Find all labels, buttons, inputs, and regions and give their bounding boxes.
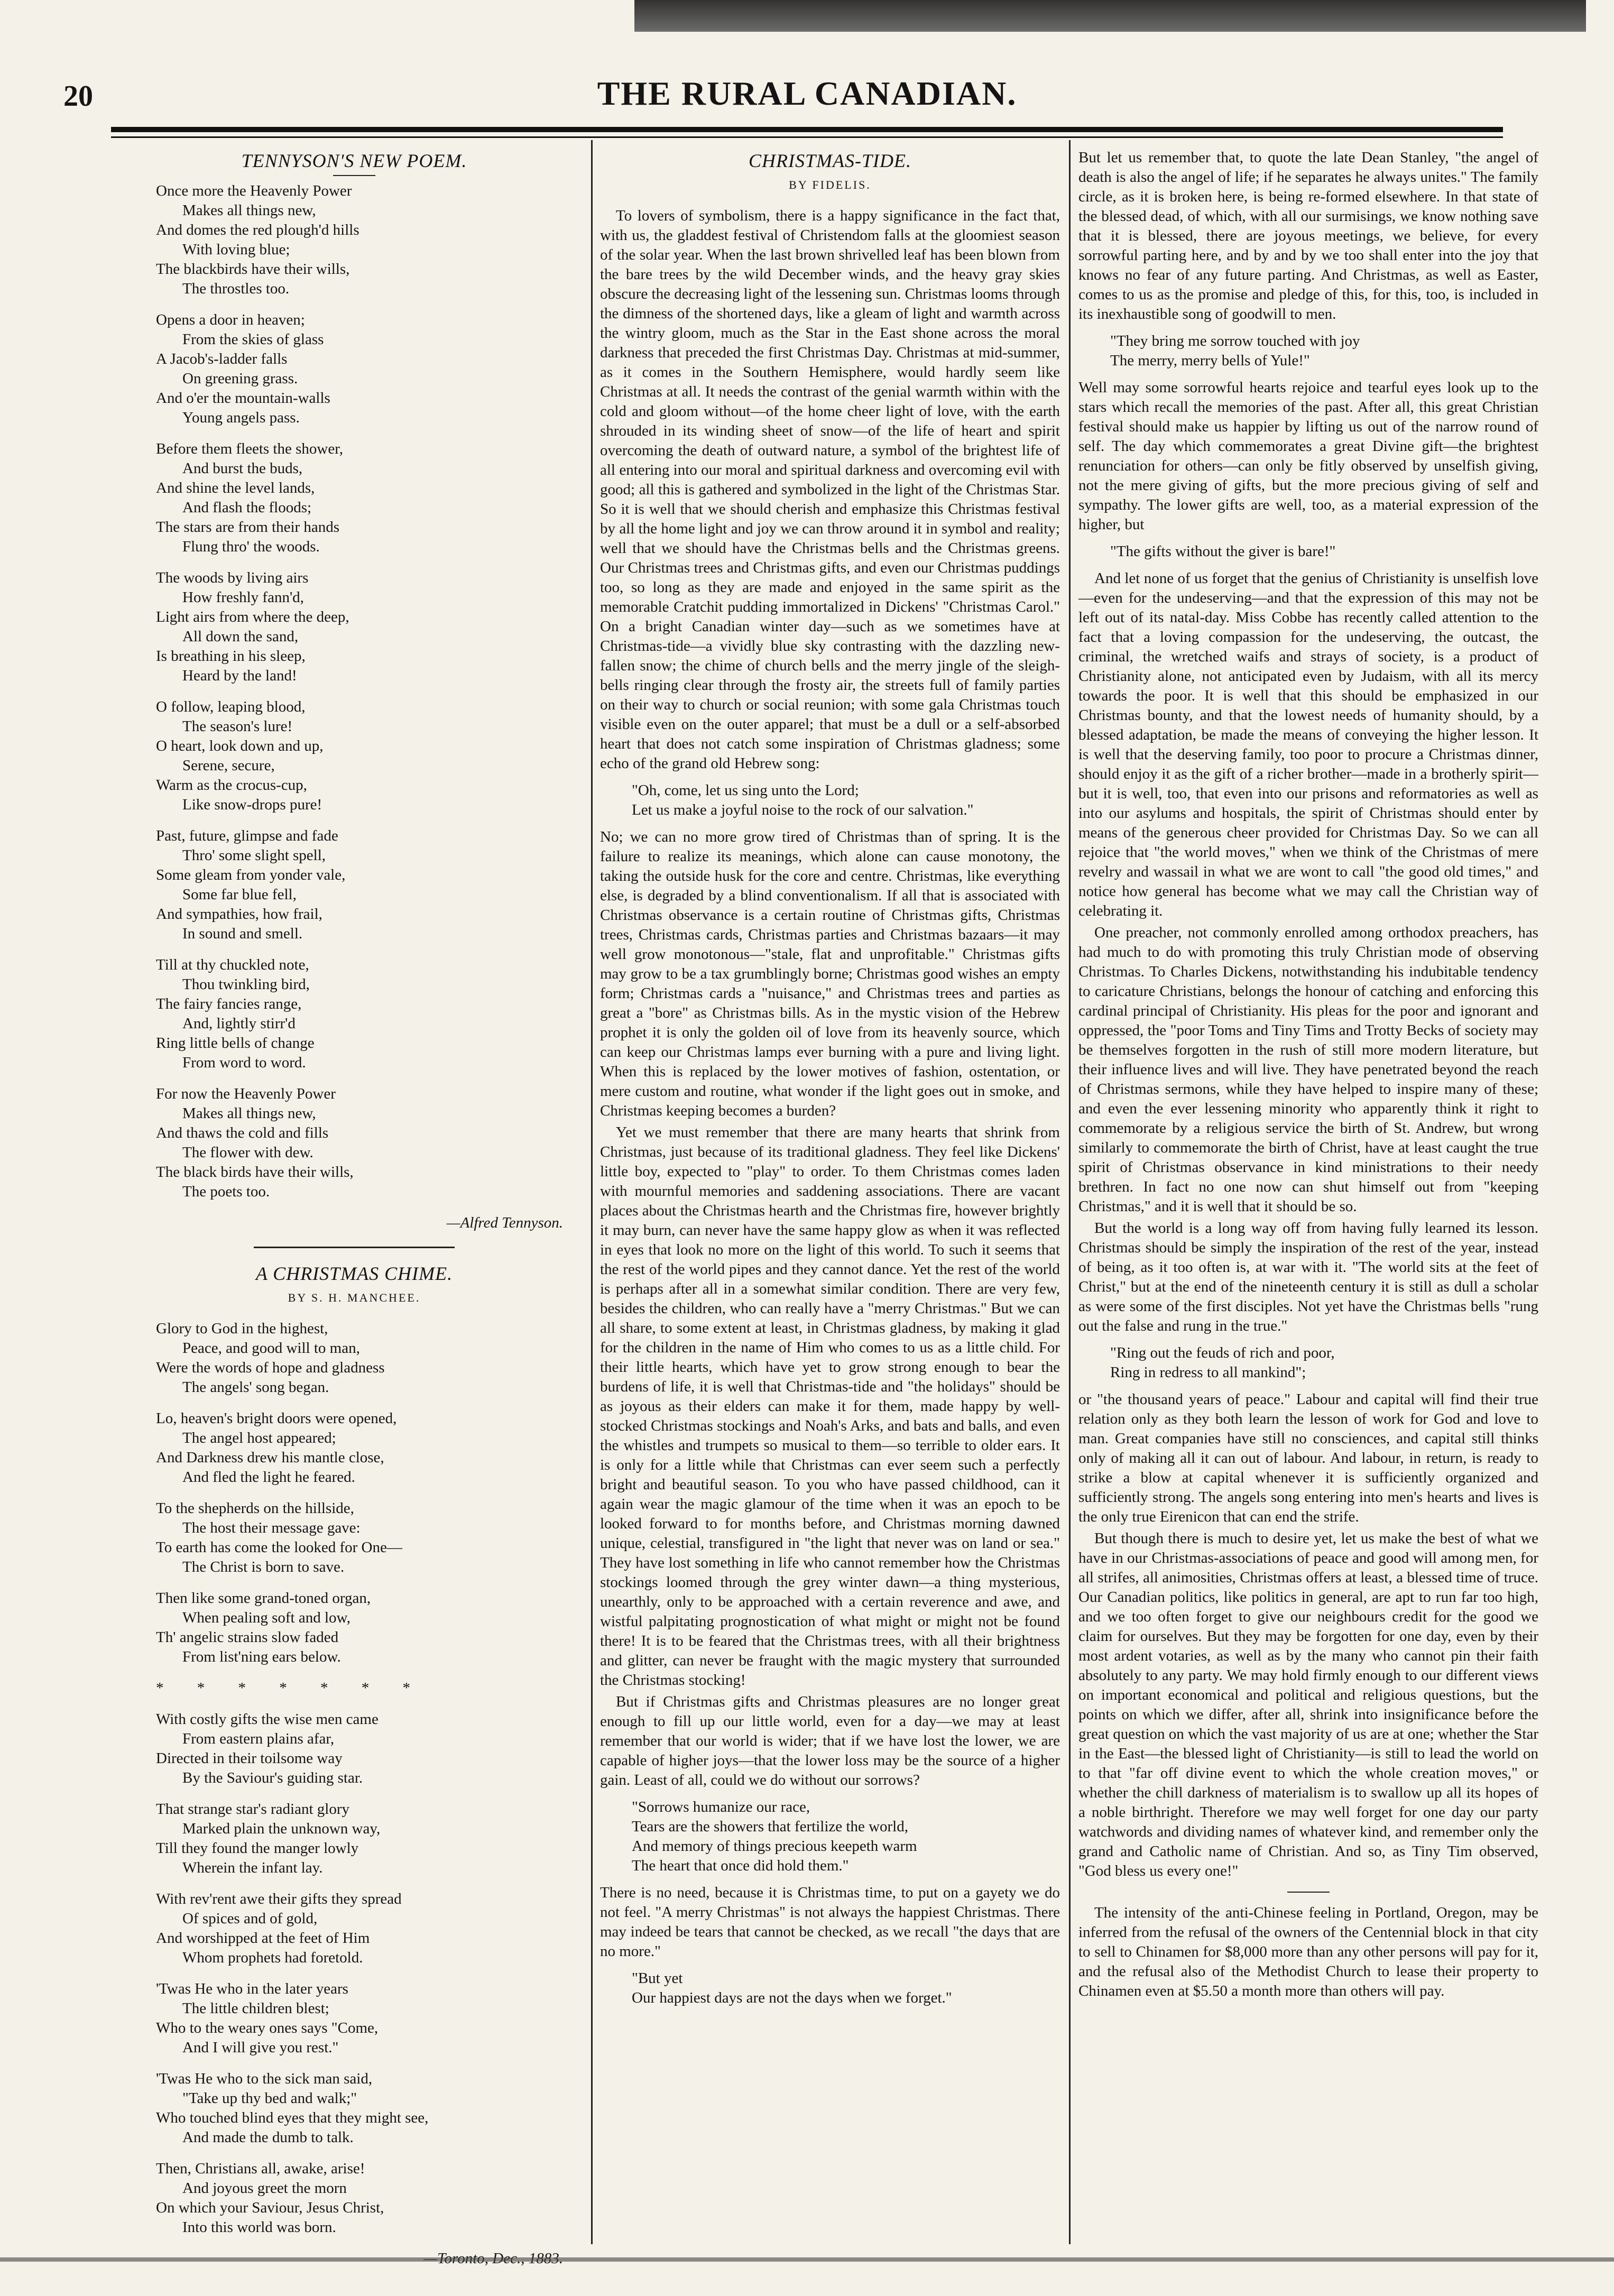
paragraph: There is no need, because it is Christmas time, to put on a gayety we do not feel. "A merry Christmas" is not always the happiest Christmas. There may indeed be tears that cannot be checked, as we recall "the days that are no more.": [600, 1884, 1060, 1960]
quote: "Sorrows humanize our race, Tears are the showers that fertilize the world, And memory of things precious keepeth warm The heart that once did hold them.": [632, 1799, 917, 1874]
scan-border-bottom: [0, 2257, 1614, 2262]
poem-line: Heard by the land!: [182, 667, 297, 684]
column-poems: [124, 148, 584, 2242]
poem-line: Glory to God in the highest,: [156, 1320, 328, 1337]
poem-line: From eastern plains afar,: [182, 1730, 335, 1747]
poem-line: The throstles too.: [182, 280, 290, 297]
poem-line: And thaws the cold and fills: [156, 1124, 329, 1141]
article-byline: BY FIDELIS.: [789, 178, 871, 191]
stanza: [156, 1084, 584, 1202]
poem-line: That strange star's radiant glory: [156, 1801, 349, 1818]
stanza: [156, 1589, 584, 1667]
header-rule-thick: [111, 127, 1503, 132]
poem-line: By the Saviour's guiding star.: [182, 1769, 363, 1786]
column-continued: [1078, 148, 1538, 2242]
poem-line: The black birds have their wills,: [156, 1164, 354, 1181]
quote: "Oh, come, let us sing unto the Lord; Let us make a joyful noise to the rock of our salvation.": [632, 782, 974, 818]
poem2-body-b: [124, 1710, 584, 2237]
poem-line: The season's lure!: [182, 718, 293, 735]
stanza: [156, 1800, 584, 1878]
poem-line: Some gleam from yonder vale,: [156, 866, 346, 883]
poem-line: Wherein the infant lay.: [182, 1859, 323, 1876]
poem-line: And flash the floods;: [182, 499, 312, 516]
stanza: [156, 1979, 584, 2058]
poem-line: The woods by living airs: [156, 569, 309, 586]
paragraph: And let none of us forget that the genius of Christianity is unselfish love—even for the undeserving—and that the expression of this may not be left out of its natal-day. Miss Cobbe has recently called attention to the fact that a loving compassion for the undeserving, the outcast, the criminal, the wretched waifs and strays of society, is a product of Christianity alone, not anticipated even by Judaism, with all its mercy towards the poor. It is well that this should be emphasized in our Christmas bounty, and that the lowest needs of humanity should, by a blessed adaptation, be made the means of conveying the higher lesson. It is well that the deserving family, too poor to procure a Christmas dinner, should enjoy it as the gift of a richer brother—made in a brotherly spirit—but it is well, too, that even into our prisons and reformatories as well as into our asylums and hospitals, the spirit of Christmas should enter by means of the generous cheer provided for Christmas Day. So we can all rejoice that "the world moves," when we think of the Christmas of mere revelry and wassail in what we are wont to call "the good old times," and notice how general has become what we may call the Christian way of celebrating it.: [1078, 570, 1538, 919]
poem-line: Makes all things new,: [182, 202, 316, 219]
stanza: [156, 697, 584, 815]
paragraph: But let us remember that, to quote the late Dean Stanley, "the angel of death is also the angel of life; if he separates he always unites." The family circle, as it is broken here, is being re-formed elsewhere. In that state of the blessed dead, of which, with all our surmisings, we know nothing save that it is blessed, there are joyous meetings, we believe, for every sorrowful parting here, and by and by we too shall enter into the joy that knows no fear of any future parting. And Christmas, as well as Easter, comes to us as the promise and pledge of this, for this, too, is included in its inexhaustible song of goodwill to men.: [1078, 149, 1538, 322]
poem-line: Till at thy chuckled note,: [156, 956, 309, 973]
poem-line: Lo, heaven's bright doors were opened,: [156, 1410, 397, 1427]
poem-line: And joyous greet the morn: [182, 2180, 347, 2197]
poem-line: The poets too.: [182, 1183, 270, 1200]
stanza: [156, 1319, 584, 1397]
poem-line: Were the words of hope and gladness: [156, 1359, 385, 1376]
poem-line: And made the dumb to talk.: [182, 2129, 354, 2146]
paragraph: Well may some sorrowful hearts rejoice and tearful eyes look up to the stars which recall the memories of the past. After all, this great Christian festival should make us happier by lifting us out of the narrow round of self. The day which commemorates a great Divine gift—the brightest renunciation for others—can only be fitly observed by unselfish giving, not the mere giving of gifts, but the more precious giving of self and sympathy. The lower gifts are well, too, as a material expression of the higher, but: [1078, 379, 1538, 533]
poem-line: From word to word.: [182, 1054, 306, 1071]
poem-line: And Darkness drew his mantle close,: [156, 1449, 384, 1466]
poem-line: Flung thro' the woods.: [182, 538, 320, 555]
quote: "Ring out the feuds of rich and poor, Ring in redress to all mankind";: [1110, 1344, 1335, 1381]
column-christmas-tide: [600, 148, 1060, 2242]
stanza: [156, 1409, 584, 1487]
stanza: [156, 568, 584, 686]
poem-line: For now the Heavenly Power: [156, 1085, 336, 1102]
stanza: [156, 1889, 584, 1968]
poem-line: Opens a door in heaven;: [156, 311, 305, 328]
poem-line: Into this world was born.: [182, 2219, 336, 2236]
poem-line: With costly gifts the wise men came: [156, 1711, 379, 1728]
poem-line: Before them fleets the shower,: [156, 440, 343, 457]
poem-line: Then like some grand-toned organ,: [156, 1590, 371, 1607]
poem-line: Who touched blind eyes that they might see,: [156, 2109, 429, 2126]
poem-line: Light airs from where the deep,: [156, 608, 349, 625]
stanza-break-stars: * * * * * * *: [156, 1680, 425, 1696]
header-rule-thin: [111, 136, 1503, 138]
poem-line: From the skies of glass: [182, 331, 324, 348]
poem-line: Who to the weary ones says "Come,: [156, 2020, 379, 2036]
stanza: [156, 826, 584, 944]
title-rule: [333, 175, 375, 176]
poem-line: The little children blest;: [182, 2000, 329, 2017]
poem-line: Whom prophets had foretold.: [182, 1949, 363, 1966]
poem-line: On which your Saviour, Jesus Christ,: [156, 2199, 384, 2216]
poem2-body-a: [124, 1319, 584, 1667]
scan-border-top: [634, 0, 1586, 32]
quote: "The gifts without the giver is bare!": [1110, 543, 1336, 560]
poem-line: And worshipped at the feet of Him: [156, 1930, 370, 1947]
poem-line: Past, future, glimpse and fade: [156, 827, 338, 844]
poem-line: Like snow-drops pure!: [182, 796, 322, 813]
poem-line: Is breathing in his sleep,: [156, 648, 306, 665]
poem-line: Warm as the crocus-cup,: [156, 777, 307, 794]
poem-line: On greening grass.: [182, 370, 298, 387]
column-divider-1: [591, 140, 593, 2244]
poem-line: Till they found the manger lowly: [156, 1840, 359, 1857]
poem-line: And, lightly stirr'd: [182, 1015, 296, 1032]
poem-line: Young angels pass.: [182, 409, 300, 426]
poem-line: Directed in their toilsome way: [156, 1750, 343, 1767]
poem-line: Some far blue fell,: [182, 886, 297, 903]
poem-line: Peace, and good will to man,: [182, 1340, 360, 1357]
poem-line: And shine the level lands,: [156, 480, 315, 496]
poem-line: And burst the buds,: [182, 460, 303, 477]
poem-line: O heart, look down and up,: [156, 737, 324, 754]
poem-line: O follow, leaping blood,: [156, 698, 306, 715]
paragraph: But the world is a long way off from having fully learned its lesson. Christmas should be simply the inspiration of the rest of the year, instead of being, as it too often is, at war with it. "The world sits at the feet of Christ," but at the end of the nineteenth century it is still as dull a scholar as were some of the first disciples. Not yet have the Christmas bells "rung out the false and rung in the true.": [1078, 1220, 1538, 1334]
poem-line: Of spices and of gold,: [182, 1910, 318, 1927]
stanza: [156, 955, 584, 1073]
poem-line: With rev'rent awe their gifts they spread: [156, 1891, 402, 1907]
poem-line: Makes all things new,: [182, 1105, 316, 1122]
poem-line: All down the sand,: [182, 628, 299, 645]
paragraph: But if Christmas gifts and Christmas pleasures are no longer great enough to fill up our little world, even for a day—we may at least remember that our world is wider; that if we have lost the lower, we are capable of higher joys—that the lower loss may be the source of a higher gain. Least of all, could we do without our sorrows?: [600, 1693, 1060, 1788]
paragraph: One preacher, not commonly enrolled among orthodox preachers, has had much to do with promoting this truly Christian mode of observing Christmas. To Charles Dickens, notwithstanding his indubitable tendency to caricature Christians, belongs the honour of catching and enforcing this cardinal principal of Christianity. His pleas for the poor and ignorant and oppressed, the "poor Toms and Tiny Tims and Trotty Becks of society may be themselves forgotten in the rush of still more modern literature, but their influence lives and will live. They have penetrated beyond the reach of Christmas sermons, while they have helped to inspire many of these; and even the ever lessening minority who apparently think it right to commemorate by a religious service the birth of St. Andrew, but wrong similarly to commemorate the birth of Christ, have at least caught the true spirit of Christmas observance in kind ministrations to their needy brethren. In fact no one now can shut himself out from "keeping Christmas," and it is well that it should be so.: [1078, 924, 1538, 1215]
poem-line: And I will give you rest.": [182, 2039, 339, 2056]
poem-line: A Jacob's-ladder falls: [156, 351, 288, 367]
poem1-title: TENNYSON'S NEW POEM.: [241, 150, 467, 171]
poem-line: The fairy fancies range,: [156, 995, 302, 1012]
paragraph: No; we can no more grow tired of Christmas than of spring. It is the failure to realize its meanings, which alone can cause monotony, the taking the outside husk for the core and centre. Christmas, like everything else, is degraded by a blind conventionalism. If all that is associated with Christmas observance is a certain routine of Christmas gifts, Christmas trees, Christmas cards, Christmas parties and Christmas bazaars—it may well grow monotonous—"stale, flat and unprofitable." Christmas gifts may grow to be a tax grumblingly borne; Christmas good wishes an empty form; Christmas cards a "nuisance," and Christmas trees and parties as great a "bore" as Christmas bills. As in the mystic vision of the Hebrew prophet it is only the golden oil of love from its heavenly source, which can keep our Christmas lamps ever burning with a pure and living light. When this is replaced by the lower motives of fashion, ostentation, or mere custom and routine, what wonder if the light goes out in smoke, and Christmas keeping becomes a burden?: [600, 828, 1060, 1119]
poem-line: The angel host appeared;: [182, 1430, 336, 1446]
poem-line: Then, Christians all, awake, arise!: [156, 2160, 365, 2177]
poem-line: The angels' song began.: [182, 1379, 329, 1396]
poem-line: Thro' some slight spell,: [182, 847, 326, 864]
stanza: [156, 181, 584, 299]
article-title: CHRISTMAS-TIDE.: [749, 150, 911, 171]
poem-line: Ring little bells of change: [156, 1035, 315, 1052]
poem-line: And sympathies, how frail,: [156, 906, 322, 923]
poem2-title: A CHRISTMAS CHIME.: [255, 1263, 453, 1284]
quote: "But yet Our happiest days are not the days when we forget.": [632, 1970, 952, 2006]
poem-line: The stars are from their hands: [156, 519, 340, 536]
page-number: 20: [63, 80, 93, 113]
poem-line: And fled the light he feared.: [182, 1469, 355, 1486]
paragraph: or "the thousand years of peace." Labour and capital will find their true relation only as they both learn the lesson of work for God and love to man. Great companies have still no consciences, and capital still thinks only of making all it can out of labour. And labour, in return, is ready to strike a blow at capital whenever it is sufficiently organized and sufficiently strong. The angels song entering into men's hearts and lives is the only true Eirenicon that can end the strife.: [1078, 1391, 1538, 1525]
poem-line: How freshly fann'd,: [182, 589, 304, 606]
poem-line: From list'ning ears below.: [182, 1648, 341, 1665]
poem-line: When pealing soft and low,: [182, 1609, 351, 1626]
stanza: [156, 439, 584, 557]
section-divider: [254, 1247, 455, 1248]
poem-line: 'Twas He who to the sick man said,: [156, 2070, 373, 2087]
poem-line: In sound and smell.: [182, 925, 303, 942]
item-rule: [1287, 1892, 1330, 1893]
paragraph: To lovers of symbolism, there is a happy significance in the fact that, with us, the gladdest festival of Christendom falls at the gloomiest season of the solar year. When the last brown shrivelled leaf has been blown from the bare trees by the wild December winds, and the heavy gray skies obscure the decreasing light of the lessening sun. Christmas looms through the dimness of the shortened days, like a gleam of light and warmth across the wintry gloom, much as the Star in the East shone across the moral darkness that preceded the first Christmas Day. Christmas at mid-summer, as it comes in the Southern Hemisphere, would hardly seem like Christmas at all. It needs the contrast of the genial warmth within with the cold and gloom without—of the home cheer light of love, with the earth shrouded in its winding sheet of snow—of the life of heart and spirit overcoming the death of outward nature, a symbol of the brightest life of all entering into our moral and spiritual darkness and overcoming evil with good; all this is gathered and symbolized in the light of the Christmas Star. So it is well that we should cherish and emphasize this Christmas festival by all the home light and joy we can throw around it in symbol and reality; well that we should have the Christmas bells and the Christmas greens. Our Christmas trees and Christmas gifts, and even our Christmas puddings too, so long as they are made and enjoyed in the same spirit as the memorable Cratchit pudding immortalized in Dickens' "Christmas Carol." On a bright Canadian winter day—such as we sometimes have at Christmas-tide—a vividly blue sky contrasting with the dazzling new-fallen snow; the chime of church bells and the merry jingle of the sleigh-bells ringing clear through the frosty air, the streets full of family parties on their way to church or social reunion; with some gala Christmas touch visible even on the outer apparel; that must be a dull or a self-absorbed heart that does not catch some inspiration of Christmas gladness; some echo of the grand old Hebrew song:: [600, 207, 1060, 772]
poem1-attribution: —Alfred Tennyson.: [446, 1214, 563, 1231]
poem-line: Marked plain the unknown way,: [182, 1820, 381, 1837]
stanza: [156, 1710, 584, 1788]
stanza: [156, 310, 584, 428]
stanza: [156, 1499, 584, 1577]
stanza: [156, 2069, 584, 2147]
poem-line: "Take up thy bed and walk;": [182, 2090, 357, 2107]
poem-line: Thou twinkling bird,: [182, 976, 310, 993]
poem-line: To earth has come the looked for One—: [156, 1539, 402, 1556]
news-item: The intensity of the anti-Chinese feeling in Portland, Oregon, may be inferred from the refusal of the owners of the Centennial block in that city to sell to Chinamen for $8,000 more than any other persons will pay for it, and the refusal also of the Methodist Church to lease their property to Chinamen even at $5.50 a month more than others will pay.: [1078, 1904, 1538, 1999]
poem-line: To the shepherds on the hillside,: [156, 1500, 354, 1517]
poem-line: The flower with dew.: [182, 1144, 313, 1161]
poem-line: 'Twas He who in the later years: [156, 1980, 348, 1997]
poem-line: And o'er the mountain-walls: [156, 390, 330, 407]
poem-line: And domes the red plough'd hills: [156, 222, 359, 238]
column-divider-2: [1069, 140, 1071, 2244]
poem-line: The blackbirds have their wills,: [156, 261, 350, 278]
poem-line: Serene, secure,: [182, 757, 275, 774]
poem-line: With loving blue;: [182, 241, 290, 258]
masthead: THE RURAL CANADIAN.: [597, 75, 1017, 112]
poem-line: Th' angelic strains slow faded: [156, 1629, 339, 1646]
poem-line: Once more the Heavenly Power: [156, 182, 352, 199]
poem-line: The host their message gave:: [182, 1519, 361, 1536]
quote: "They bring me sorrow touched with joy The merry, merry bells of Yule!": [1110, 333, 1360, 369]
stanza: [156, 2159, 584, 2237]
paragraph: Yet we must remember that there are many hearts that shrink from Christmas, just because of its traditional gladness. They feel like Dickens' little boy, expected to "play" to order. To them Christmas comes laden with mournful memories and saddening associations. There are vacant places about the Christmas hearth and the Christmas fire, however brightly it may burn, can never have the same happy glow as when it was reflected in eyes that look no more on the light of this world. To such it seems that the rest of the world pipes and they cannot dance. Yet the rest of the world is perhaps after all in a somewhat similar condition. There are very few, besides the children, who can really have a "merry Christmas." But we can all share, to some extent at least, in Christmas gladness, by making it glad for the children in the name of Him who comes to us as a little child. For their little hearts, which have yet to grow strong enough to bear the burdens of life, it is well that Christmas-tide and "the holidays" should be as joyous as their elders can make it for them, made happy by well-stocked Christmas stockings and Noah's Arks, and bats and balls, and even the whistles and trumpets so musical to them—so terrible to older ears. It is only for a little while that Christmas can ever seem such a perfectly bright and beautiful season. To you who have passed childhood, can it again wear the magic glamour of the time when it was an epoch to be looked forward to for months before, and Christmas morning dawned unique, celestial, transfigured in "the light that never was on land or sea." They have lost something in life who cannot remember how the Christmas stockings loomed through the grey winter dawn—a thing mysterious, unearthly, only to be approached with a certain reverence and awe, and wistful palpitating prognostication of what might or might not be found there! It is to be feared that the Christmas trees, with all their brightness and glitter, can never be fraught with the magic mystery that surrounded the Christmas stocking!: [600, 1124, 1060, 1689]
poem-line: The Christ is born to save.: [182, 1559, 345, 1575]
paragraph: But though there is much to desire yet, let us make the best of what we have in our Christmas-associations of peace and good will among men, for all strifes, all animosities, Christmas offers at least, a blessed time of truce. Our Canadian politics, like politics in general, are apt to run far too high, and we too often forget to give our neighbours credit for the good we claim for ourselves. But they may be forgotten for one day, even by their most ardent votaries, as well as by the many who cannot pin their faith absolutely to any party. We may hold firmly enough to our different views on important economical and political and religious questions, but the points on which we differ, after all, shrink into insignificance before the great question on which the vast majority of us are at one; whether the Star in the East—the blessed light of Christianity—is still to lead the world on to that "far off divine event to which the whole creation moves," or whether the chill darkness of materialism is to swallow up all its hopes of a noble birthright. Therefore we may well forget for one day our party watchwords and dividing names of whatever kind, and remember only the grand and Catholic name of Christian. And so, as Tiny Tim observed, "God bless us every one!": [1078, 1530, 1538, 1879]
poem1-body: [124, 181, 584, 1202]
poem2-byline: BY S. H. MANCHEE.: [288, 1291, 421, 1304]
